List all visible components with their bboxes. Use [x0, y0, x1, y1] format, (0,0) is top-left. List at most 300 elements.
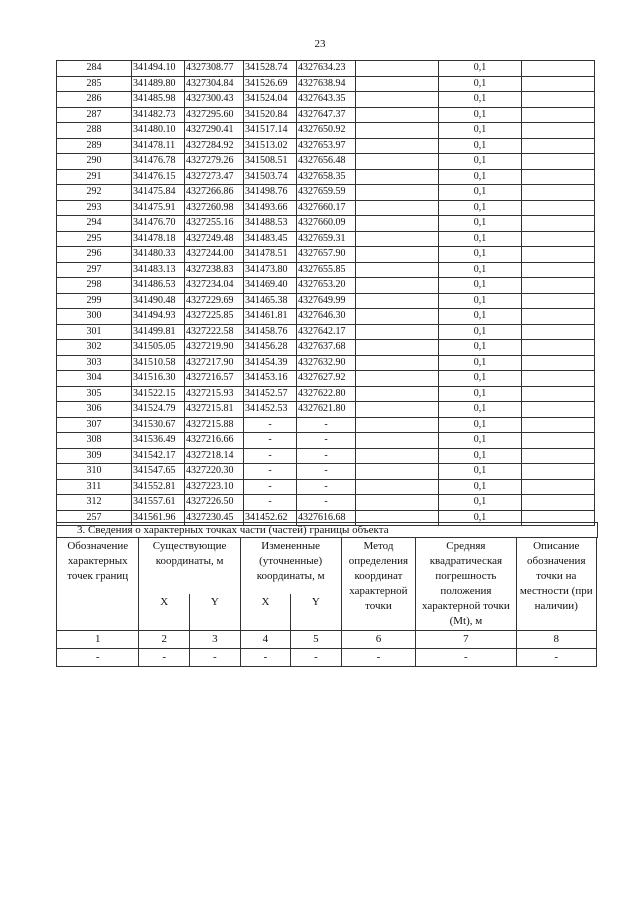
- changed-y-cell: 4327622.80: [297, 386, 356, 402]
- changed-y-cell: 4327657.90: [297, 247, 356, 263]
- point-number-cell: 284: [57, 61, 132, 77]
- method-cell: [356, 76, 439, 92]
- empty-cell: -: [341, 649, 416, 667]
- point-number-cell: 308: [57, 433, 132, 449]
- changed-x-cell: 341483.45: [244, 231, 297, 247]
- coordinates-table: [56, 60, 595, 526]
- description-cell: [522, 402, 595, 418]
- existing-x-cell: 341485.98: [132, 92, 185, 108]
- table-row: [57, 355, 595, 371]
- changed-y-cell: -: [297, 479, 356, 495]
- existing-x-cell: 341536.49: [132, 433, 185, 449]
- description-cell: [522, 417, 595, 433]
- description-cell: [522, 371, 595, 387]
- method-cell: [356, 495, 439, 511]
- header-existing-y: Y: [190, 594, 241, 631]
- method-cell: [356, 433, 439, 449]
- existing-y-cell: 4327260.98: [185, 200, 244, 216]
- header-method: Метод определения координат характерной точки: [341, 538, 416, 631]
- changed-y-cell: 4327656.48: [297, 154, 356, 170]
- existing-y-cell: 4327308.77: [185, 61, 244, 77]
- empty-cell: -: [516, 649, 596, 667]
- method-cell: [356, 216, 439, 232]
- method-cell: [356, 371, 439, 387]
- part-boundary-points-table: [56, 537, 597, 667]
- changed-y-cell: 4327649.99: [297, 293, 356, 309]
- changed-y-cell: 4327643.35: [297, 92, 356, 108]
- existing-y-cell: 4327273.47: [185, 169, 244, 185]
- changed-x-cell: 341452.53: [244, 402, 297, 418]
- error-cell: 0,1: [439, 216, 522, 232]
- table-row: [57, 495, 595, 511]
- changed-y-cell: 4327632.90: [297, 355, 356, 371]
- point-number-cell: 296: [57, 247, 132, 263]
- table-row: [57, 216, 595, 232]
- error-cell: 0,1: [439, 355, 522, 371]
- existing-y-cell: 4327215.88: [185, 417, 244, 433]
- point-number-cell: 304: [57, 371, 132, 387]
- changed-y-cell: 4327655.85: [297, 262, 356, 278]
- existing-x-cell: 341486.53: [132, 278, 185, 294]
- point-number-cell: 294: [57, 216, 132, 232]
- method-cell: [356, 417, 439, 433]
- method-cell: [356, 309, 439, 325]
- table-row: [57, 479, 595, 495]
- error-cell: 0,1: [439, 92, 522, 108]
- existing-y-cell: 4327255.16: [185, 216, 244, 232]
- error-cell: 0,1: [439, 464, 522, 480]
- table-row: [57, 76, 595, 92]
- header-changed-y: Y: [291, 594, 341, 631]
- existing-y-cell: 4327279.26: [185, 154, 244, 170]
- changed-y-cell: -: [297, 433, 356, 449]
- error-cell: 0,1: [439, 402, 522, 418]
- description-cell: [522, 76, 595, 92]
- table-row: [57, 200, 595, 216]
- existing-y-cell: 4327300.43: [185, 92, 244, 108]
- column-number: 8: [516, 631, 596, 649]
- header-description: Описание обозначения точки на местности (при наличии): [516, 538, 596, 631]
- method-cell: [356, 154, 439, 170]
- description-cell: [522, 231, 595, 247]
- point-number-cell: 299: [57, 293, 132, 309]
- existing-y-cell: 4327238.83: [185, 262, 244, 278]
- method-cell: [356, 185, 439, 201]
- method-cell: [356, 324, 439, 340]
- point-number-cell: 310: [57, 464, 132, 480]
- description-cell: [522, 138, 595, 154]
- error-cell: 0,1: [439, 247, 522, 263]
- changed-x-cell: 341493.66: [244, 200, 297, 216]
- method-cell: [356, 340, 439, 356]
- changed-y-cell: 4327621.80: [297, 402, 356, 418]
- table-row: [57, 154, 595, 170]
- description-cell: [522, 464, 595, 480]
- changed-x-cell: 341488.53: [244, 216, 297, 232]
- changed-y-cell: 4327660.17: [297, 200, 356, 216]
- changed-y-cell: 4327627.92: [297, 371, 356, 387]
- method-cell: [356, 464, 439, 480]
- description-cell: [522, 200, 595, 216]
- changed-x-cell: 341461.81: [244, 309, 297, 325]
- changed-y-cell: 4327658.35: [297, 169, 356, 185]
- changed-y-cell: -: [297, 464, 356, 480]
- existing-x-cell: 341530.67: [132, 417, 185, 433]
- existing-x-cell: 341480.33: [132, 247, 185, 263]
- changed-y-cell: 4327653.97: [297, 138, 356, 154]
- method-cell: [356, 293, 439, 309]
- changed-y-cell: 4327634.23: [297, 61, 356, 77]
- changed-x-cell: 341528.74: [244, 61, 297, 77]
- changed-y-cell: -: [297, 495, 356, 511]
- description-cell: [522, 262, 595, 278]
- table-row: [57, 309, 595, 325]
- point-number-cell: 312: [57, 495, 132, 511]
- existing-y-cell: 4327216.57: [185, 371, 244, 387]
- table-row: [57, 92, 595, 108]
- existing-x-cell: 341557.61: [132, 495, 185, 511]
- point-number-cell: 289: [57, 138, 132, 154]
- column-number: 1: [57, 631, 139, 649]
- header-designation: Обозначение характерных точек границ: [57, 538, 139, 631]
- table-row: [57, 247, 595, 263]
- existing-y-cell: 4327225.85: [185, 309, 244, 325]
- changed-y-cell: 4327650.92: [297, 123, 356, 139]
- changed-x-cell: 341520.84: [244, 107, 297, 123]
- header-existing-x: X: [139, 594, 190, 631]
- table-row: [57, 340, 595, 356]
- existing-x-cell: 341478.11: [132, 138, 185, 154]
- table-row: [57, 464, 595, 480]
- empty-cell: -: [291, 649, 341, 667]
- empty-cell: -: [240, 649, 290, 667]
- existing-y-cell: 4327216.66: [185, 433, 244, 449]
- existing-x-cell: 341552.81: [132, 479, 185, 495]
- changed-y-cell: 4327659.59: [297, 185, 356, 201]
- empty-data-row: [57, 649, 597, 667]
- changed-x-cell: 341465.38: [244, 293, 297, 309]
- error-cell: 0,1: [439, 340, 522, 356]
- error-cell: 0,1: [439, 371, 522, 387]
- description-cell: [522, 355, 595, 371]
- changed-y-cell: -: [297, 417, 356, 433]
- existing-y-cell: 4327219.90: [185, 340, 244, 356]
- description-cell: [522, 61, 595, 77]
- existing-x-cell: 341505.05: [132, 340, 185, 356]
- section-3-header: [56, 522, 598, 538]
- table-row: [57, 138, 595, 154]
- point-number-cell: 295: [57, 231, 132, 247]
- error-cell: 0,1: [439, 278, 522, 294]
- changed-x-cell: 341478.51: [244, 247, 297, 263]
- description-cell: [522, 448, 595, 464]
- table-row: [57, 386, 595, 402]
- description-cell: [522, 92, 595, 108]
- column-number: 4: [240, 631, 290, 649]
- table-row: [57, 169, 595, 185]
- error-cell: 0,1: [439, 448, 522, 464]
- description-cell: [522, 495, 595, 511]
- table-row: [57, 448, 595, 464]
- existing-x-cell: 341480.10: [132, 123, 185, 139]
- method-cell: [356, 92, 439, 108]
- existing-x-cell: 341516.30: [132, 371, 185, 387]
- changed-x-cell: 341517.14: [244, 123, 297, 139]
- changed-x-cell: 341513.02: [244, 138, 297, 154]
- existing-y-cell: 4327217.90: [185, 355, 244, 371]
- table-row: [57, 433, 595, 449]
- point-number-cell: 305: [57, 386, 132, 402]
- existing-x-cell: 341510.58: [132, 355, 185, 371]
- changed-x-cell: 341456.28: [244, 340, 297, 356]
- existing-y-cell: 4327290.41: [185, 123, 244, 139]
- method-cell: [356, 61, 439, 77]
- existing-x-cell: 341476.70: [132, 216, 185, 232]
- existing-y-cell: 4327215.81: [185, 402, 244, 418]
- changed-y-cell: 4327646.30: [297, 309, 356, 325]
- description-cell: [522, 293, 595, 309]
- table-row: [57, 262, 595, 278]
- point-number-cell: 306: [57, 402, 132, 418]
- existing-x-cell: 341494.93: [132, 309, 185, 325]
- header-changed: Измененные (уточненные) координаты, м: [240, 538, 341, 595]
- error-cell: 0,1: [439, 200, 522, 216]
- header-error: Средняя квадратическая погрешность положения характерной точки (Mt), м: [416, 538, 516, 631]
- point-number-cell: 257: [57, 510, 132, 526]
- point-number-cell: 307: [57, 417, 132, 433]
- existing-x-cell: 341476.15: [132, 169, 185, 185]
- existing-x-cell: 341494.10: [132, 61, 185, 77]
- existing-y-cell: 4327249.48: [185, 231, 244, 247]
- error-cell: 0,1: [439, 309, 522, 325]
- method-cell: [356, 355, 439, 371]
- existing-x-cell: 341478.18: [132, 231, 185, 247]
- error-cell: 0,1: [439, 293, 522, 309]
- existing-y-cell: 4327230.45: [185, 510, 244, 526]
- table-row: [57, 61, 595, 77]
- changed-x-cell: 341473.80: [244, 262, 297, 278]
- error-cell: 0,1: [439, 185, 522, 201]
- existing-y-cell: 4327229.69: [185, 293, 244, 309]
- changed-x-cell: 341453.16: [244, 371, 297, 387]
- empty-cell: -: [57, 649, 139, 667]
- point-number-cell: 311: [57, 479, 132, 495]
- description-cell: [522, 216, 595, 232]
- existing-x-cell: 341524.79: [132, 402, 185, 418]
- table-row: [57, 231, 595, 247]
- table-row: [57, 123, 595, 139]
- error-cell: 0,1: [439, 61, 522, 77]
- error-cell: 0,1: [439, 262, 522, 278]
- point-number-cell: 292: [57, 185, 132, 201]
- error-cell: 0,1: [439, 433, 522, 449]
- description-cell: [522, 309, 595, 325]
- section-3-title: 3. Сведения о характерных точках части (частей) границы объекта: [77, 524, 389, 536]
- point-number-cell: 297: [57, 262, 132, 278]
- changed-x-cell: 341508.51: [244, 154, 297, 170]
- point-number-cell: 288: [57, 123, 132, 139]
- description-cell: [522, 185, 595, 201]
- column-number: 3: [190, 631, 241, 649]
- existing-x-cell: 341475.84: [132, 185, 185, 201]
- changed-y-cell: 4327637.68: [297, 340, 356, 356]
- error-cell: 0,1: [439, 479, 522, 495]
- error-cell: 0,1: [439, 169, 522, 185]
- existing-y-cell: 4327295.60: [185, 107, 244, 123]
- table-row: [57, 371, 595, 387]
- table-row: [57, 324, 595, 340]
- point-number-cell: 301: [57, 324, 132, 340]
- existing-y-cell: 4327234.04: [185, 278, 244, 294]
- description-cell: [522, 123, 595, 139]
- method-cell: [356, 231, 439, 247]
- changed-x-cell: 341526.69: [244, 76, 297, 92]
- description-cell: [522, 433, 595, 449]
- empty-cell: -: [416, 649, 516, 667]
- point-number-cell: 303: [57, 355, 132, 371]
- table-row: [57, 402, 595, 418]
- description-cell: [522, 340, 595, 356]
- description-cell: [522, 386, 595, 402]
- column-number: 5: [291, 631, 341, 649]
- method-cell: [356, 107, 439, 123]
- point-number-cell: 293: [57, 200, 132, 216]
- point-number-cell: 285: [57, 76, 132, 92]
- error-cell: 0,1: [439, 123, 522, 139]
- method-cell: [356, 402, 439, 418]
- changed-x-cell: -: [244, 495, 297, 511]
- header-changed-x: X: [240, 594, 290, 631]
- empty-cell: -: [190, 649, 241, 667]
- column-number: 6: [341, 631, 416, 649]
- method-cell: [356, 278, 439, 294]
- column-numbers-row: [57, 631, 597, 649]
- column-number: 2: [139, 631, 190, 649]
- method-cell: [356, 169, 439, 185]
- existing-y-cell: 4327218.14: [185, 448, 244, 464]
- table-row: [57, 185, 595, 201]
- point-number-cell: 298: [57, 278, 132, 294]
- error-cell: 0,1: [439, 495, 522, 511]
- error-cell: 0,1: [439, 76, 522, 92]
- description-cell: [522, 154, 595, 170]
- method-cell: [356, 138, 439, 154]
- existing-x-cell: 341476.78: [132, 154, 185, 170]
- method-cell: [356, 448, 439, 464]
- description-cell: [522, 324, 595, 340]
- error-cell: 0,1: [439, 510, 522, 526]
- changed-x-cell: 341452.57: [244, 386, 297, 402]
- existing-y-cell: 4327220.30: [185, 464, 244, 480]
- table-row: [57, 278, 595, 294]
- empty-cell: -: [139, 649, 190, 667]
- header-row: [57, 538, 597, 595]
- description-cell: [522, 278, 595, 294]
- method-cell: [356, 123, 439, 139]
- method-cell: [356, 200, 439, 216]
- changed-x-cell: -: [244, 448, 297, 464]
- error-cell: 0,1: [439, 324, 522, 340]
- description-cell: [522, 247, 595, 263]
- existing-y-cell: 4327215.93: [185, 386, 244, 402]
- existing-x-cell: 341482.73: [132, 107, 185, 123]
- existing-x-cell: 341542.17: [132, 448, 185, 464]
- changed-x-cell: 341498.76: [244, 185, 297, 201]
- existing-y-cell: 4327284.92: [185, 138, 244, 154]
- page-number: 23: [314, 38, 326, 50]
- table-row: [57, 417, 595, 433]
- error-cell: 0,1: [439, 107, 522, 123]
- existing-y-cell: 4327304.84: [185, 76, 244, 92]
- column-number: 7: [416, 631, 516, 649]
- point-number-cell: 291: [57, 169, 132, 185]
- changed-x-cell: 341469.40: [244, 278, 297, 294]
- changed-x-cell: 341458.76: [244, 324, 297, 340]
- existing-x-cell: 341475.91: [132, 200, 185, 216]
- method-cell: [356, 386, 439, 402]
- description-cell: [522, 107, 595, 123]
- changed-y-cell: -: [297, 448, 356, 464]
- changed-x-cell: -: [244, 464, 297, 480]
- changed-x-cell: -: [244, 417, 297, 433]
- error-cell: 0,1: [439, 154, 522, 170]
- point-number-cell: 287: [57, 107, 132, 123]
- method-cell: [356, 247, 439, 263]
- changed-x-cell: 341454.39: [244, 355, 297, 371]
- point-number-cell: 309: [57, 448, 132, 464]
- existing-x-cell: 341561.96: [132, 510, 185, 526]
- changed-x-cell: -: [244, 479, 297, 495]
- description-cell: [522, 479, 595, 495]
- method-cell: [356, 262, 439, 278]
- error-cell: 0,1: [439, 386, 522, 402]
- existing-x-cell: 341547.65: [132, 464, 185, 480]
- existing-x-cell: 341490.48: [132, 293, 185, 309]
- point-number-cell: 300: [57, 309, 132, 325]
- existing-x-cell: 341483.13: [132, 262, 185, 278]
- changed-y-cell: 4327660.09: [297, 216, 356, 232]
- point-number-cell: 286: [57, 92, 132, 108]
- error-cell: 0,1: [439, 138, 522, 154]
- changed-y-cell: 4327638.94: [297, 76, 356, 92]
- point-number-cell: 302: [57, 340, 132, 356]
- existing-x-cell: 341522.15: [132, 386, 185, 402]
- existing-y-cell: 4327266.86: [185, 185, 244, 201]
- changed-y-cell: 4327616.68: [297, 510, 356, 526]
- existing-x-cell: 341499.81: [132, 324, 185, 340]
- error-cell: 0,1: [439, 417, 522, 433]
- error-cell: 0,1: [439, 231, 522, 247]
- existing-y-cell: 4327223.10: [185, 479, 244, 495]
- changed-x-cell: 341524.04: [244, 92, 297, 108]
- table-row: [57, 107, 595, 123]
- point-number-cell: 290: [57, 154, 132, 170]
- existing-x-cell: 341489.80: [132, 76, 185, 92]
- changed-y-cell: 4327653.20: [297, 278, 356, 294]
- existing-y-cell: 4327222.58: [185, 324, 244, 340]
- existing-y-cell: 4327226.50: [185, 495, 244, 511]
- changed-y-cell: 4327659.31: [297, 231, 356, 247]
- existing-y-cell: 4327244.00: [185, 247, 244, 263]
- changed-x-cell: -: [244, 433, 297, 449]
- changed-x-cell: 341503.74: [244, 169, 297, 185]
- header-existing: Существующие координаты, м: [139, 538, 240, 595]
- description-cell: [522, 169, 595, 185]
- table-row: [57, 293, 595, 309]
- changed-y-cell: 4327642.17: [297, 324, 356, 340]
- changed-y-cell: 4327647.37: [297, 107, 356, 123]
- method-cell: [356, 479, 439, 495]
